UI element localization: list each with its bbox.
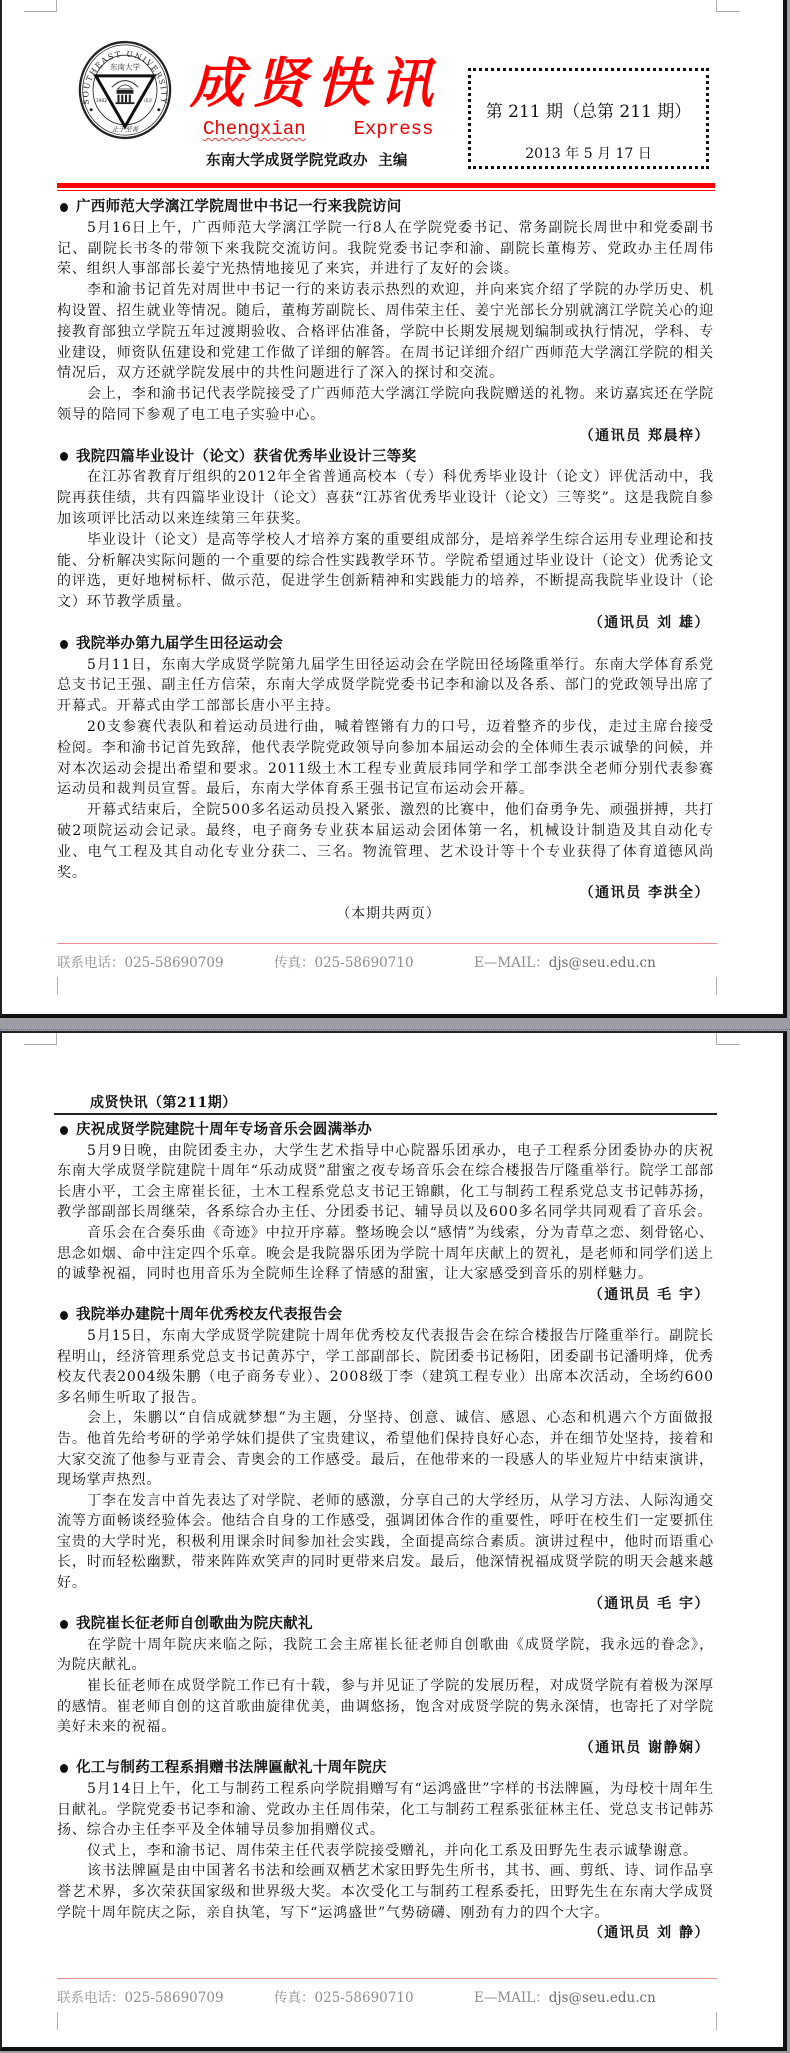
- article-title: 我院崔长征老师自创歌曲为院庆献礼: [76, 1616, 313, 1633]
- crop-mark: [716, 1033, 740, 1045]
- article-paragraph: 音乐会在合奏乐曲《奇迹》中拉开序幕。整场晚会以“感情”为线索，分为青草之恋、刻骨铭心、思念如烟、命中注定四个乐章。晚会是我院器乐团为学院十周年庆献上的贺礼，是老师和同学们送上的诚挚祝福，同时也用音乐为全院师生诠释了情感的甜蜜，让大家感受到音乐的别样魅力。: [57, 1224, 715, 1283]
- footer-fax: 传真：025-58690710: [274, 1990, 414, 2006]
- logo-year: 1902: [96, 99, 107, 105]
- article-paragraph: 5月9日晚，由院团委主办，大学生艺术指导中心院器乐团承办，电子工程系分团委协办的庆祝东南大学成贤学院建院十周年“乐动成贤”甜蜜之夜专场音乐会在综合楼报告厅隆重举行。院学工部部长唐小平，工会主席崔长征，土木工程系党总支书记王锦麒，化工与制药工程系党总支书记韩苏扬，教学部副部长周继荣，各系综合办主任、分团委书记、辅导员以及600多名同学共同观看了音乐会。: [57, 1142, 714, 1221]
- article-title: 广西师范大学漓江学院周世中书记一行来我院访问: [76, 199, 402, 215]
- bullet-icon: [60, 1126, 68, 1135]
- footer-phone: 联系电话：025-58690709: [57, 1990, 224, 2006]
- article-paragraph: 5月11日，东南大学成贤学院第九届学生田径运动会在学院田径场隆重举行。东南大学体育系党总支书记王强、副主任方信荣，东南大学成贤学院党委书记李和渝以及各系、部门的党政领导出席了开幕式。开幕式由学工部部长唐小平主持。: [57, 656, 714, 715]
- article-title: 我院四篇毕业设计（论文）获省优秀毕业设计三等奖: [76, 448, 417, 465]
- bullet-icon: [60, 640, 68, 649]
- crop-mark: [24, 0, 57, 12]
- document-page-1[interactable]: [0, 0, 787, 1018]
- article-heading: [57, 197, 714, 218]
- bullet-icon: [60, 1764, 68, 1773]
- crop-mark: [716, 0, 740, 12]
- issue-number: 第 211 期（总第 211 期）: [485, 102, 692, 122]
- footer-email: [474, 951, 656, 971]
- reporter-credit: （通讯员 毛 宇）: [588, 1595, 710, 1612]
- reporter-credit: （通讯员 刘 雄）: [588, 614, 710, 631]
- article-paragraph: 仪式上，李和渝书记、周伟荣主任代表学院接受赠礼，并向化工系及田野先生表示诚挚谢意。: [87, 1842, 698, 1859]
- logo-name: 东南大学: [109, 62, 141, 72]
- logo-city: 南京: [144, 99, 153, 105]
- article-heading: [57, 1614, 714, 1635]
- article-paragraph: 会上，朱鹏以“自信成就梦想”为主题，分坚持、创意、诚信、感恩、心态和机遇六个方面做报告。他首先给考研的学弟学妹们提供了宝贵建议，希望他们保持良好心态，并在细节处坚持，接着和大家交流了他参与亚青会、青奥会的工作感受。最后，在他带来的一段感人的毕业短片中结束演讲，现场掌声热烈。: [57, 1410, 714, 1489]
- bullet-icon: [60, 1311, 68, 1320]
- article: [57, 1120, 714, 1305]
- title-en-word-2: Express: [353, 118, 434, 140]
- masthead-rule-thin: [57, 190, 715, 191]
- article-paragraph: 开幕式结束后，全院500多名运动员投入紧张、激烈的比赛中，他们奋勇争先、顽强拼搏，共打破2项院运动会记录。最终，电子商务专业获本届运动会团体第一名，机械设计制造及其自动化专业、电气工程及其自动化专业分获二、三名。物流管理、艺术设计等十个专业获得了体育道德风尚奖。: [57, 802, 714, 881]
- footer-phone: 联系电话：025-58690709: [57, 955, 224, 971]
- article-title: 我院举办建院十周年优秀校友代表报告会: [76, 1307, 343, 1324]
- article-title: 我院举办第九届学生田径运动会: [76, 635, 284, 652]
- logo-motto: 止于至善: [111, 125, 139, 134]
- footer-rule: [57, 1978, 717, 1979]
- article: [57, 1305, 714, 1614]
- footer-email-label: E—MAIL：: [474, 1990, 549, 2006]
- article-heading: [57, 634, 714, 655]
- page-count-note: （本期共两页）: [336, 906, 441, 923]
- crop-mark: [24, 1033, 57, 1045]
- article: [57, 447, 714, 634]
- article-heading: [57, 1305, 714, 1326]
- article-paragraph: 在江苏省教育厅组织的2012年全省普通高校本（专）科优秀毕业设计（论文）评优活动中，我院再获佳绩，共有四篇毕业设计（论文）喜获“江苏省优秀毕业设计（论文）三等奖”。这是我院自参加该项评比活动以来连续第三年获奖。: [57, 469, 714, 527]
- newsletter-title-english: [203, 118, 433, 140]
- article: [57, 197, 714, 447]
- university-logo: [78, 40, 172, 140]
- page-break-separator: [0, 1029, 790, 1030]
- article-paragraph: 在学院十周年院庆来临之际，我院工会主席崔长征老师自创歌曲《成贤学院，我永远的眷念》，为院庆献礼。: [57, 1636, 714, 1674]
- footer-email-label: E—MAIL：: [474, 955, 549, 971]
- article-paragraph: 崔长征老师在成贤学院工作已有十载，参与并见证了学院的发展历程，对成贤学院有着极为深厚的感情。崔老师自创的这首歌曲旋律优美，曲调悠扬，饱含对成贤学院的隽永深情，也寄托了对学院美好未来的祝福。: [57, 1678, 714, 1736]
- editor-line: 东南大学成贤学院党政办 主编: [206, 153, 408, 169]
- reporter-credit: （通讯员 李洪全）: [579, 885, 710, 902]
- running-header: 成贤快讯（第211期）: [90, 1095, 237, 1111]
- article-paragraph: 5月15日，东南大学成贤学院建院十周年优秀校友代表报告会在综合楼报告厅隆重举行。副院长程明山，经济管理系党总支书记黄苏宁，学工部副部长、院团委书记杨阳，团委副书记潘明烽，优秀校友代表2004级朱鹏（电子商务专业）、2008级丁李（建筑工程专业）出席本次活动，全场约600多名师生听取了报告。: [57, 1327, 714, 1406]
- article-heading: [57, 1758, 714, 1779]
- article-paragraph: 毕业设计（论文）是高等学校人才培养方案的重要组成部分，是培养学生综合运用专业理论和技能、分析解决实际问题的一个重要的综合性实践教学环节。学院希望通过毕业设计（论文）优秀论文的评选，更好地树标杆、做示范，促进学生创新精神和实践能力的培养，不断提高我院毕业设计（论文）环节教学质量。: [57, 531, 714, 611]
- article-title: 庆祝成贤学院建院十周年专场音乐会圆满举办: [76, 1122, 372, 1138]
- article-title: 化工与制药工程系捐赠书法牌匾献礼十周年院庆: [76, 1760, 387, 1777]
- title-en-word-1: Chengxian: [203, 118, 306, 140]
- logo-ring-text: SOUTHEAST UNIVERSITY: [81, 49, 169, 106]
- article-paragraph: 5月16日上午，广西师范大学漓江学院一行8人在学院党委书记、常务副院长周世中和党委副书记、副院长书冬的带领下来我院交流访问。我院党委书记李和渝、副院长董梅芳、党政办主任周伟荣、组织人事部部长姜宁光热情地接见了来宾，并进行了友好的会谈。: [57, 219, 714, 278]
- masthead-rule: [57, 183, 715, 188]
- crop-mark: [716, 977, 717, 995]
- newsletter-title: 成贤快讯: [190, 51, 442, 115]
- footer-email-address: djs@seu.edu.cn: [548, 955, 656, 971]
- footer-email-address: djs@seu.edu.cn: [548, 1990, 656, 2006]
- article-heading: [57, 1120, 714, 1141]
- footer-email: [474, 1986, 656, 2006]
- bullet-icon: [60, 452, 68, 461]
- bullet-icon: [60, 203, 68, 212]
- article-paragraph: 李和渝书记首先对周世中书记一行的来访表示热烈的欢迎，并向来宾介绍了学院的办学历史、机构设置、招生就业等情况。随后，董梅芳副院长、周伟荣主任、姜宁光部长分别就漓江学院关心的迎接教育部独立学院五年过渡期验收、合格评估准备，学院中长期发展规划编制或执行情况，学科、专业建设，师资队伍建设和党建工作做了详细的解答。在周书记详细介绍广西师范大学漓江学院的相关情况后，双方还就学院发展中的共性问题进行了深入的探讨和交流。: [57, 282, 714, 382]
- article: [57, 1614, 714, 1758]
- bullet-icon: [60, 1620, 68, 1629]
- footer-fax: 传真：025-58690710: [274, 955, 414, 971]
- articles-page-2: [57, 1120, 714, 1944]
- article-heading: [57, 447, 714, 468]
- issue-box: [468, 68, 709, 169]
- article: [57, 634, 714, 904]
- footer-rule: [57, 943, 717, 944]
- crop-mark: [57, 977, 58, 995]
- document-page-2[interactable]: [0, 1031, 787, 2051]
- article-paragraph: 20支参赛代表队和着运动员进行曲，喊着铿锵有力的口号，迈着整齐的步伐，走过主席台接受检阅。李和渝书记首先致辞，他代表学院党政领导向参加本届运动会的全体师生表示诚挚的问候，并对本次运动会提出希望和要求。2011级土木工程专业黄辰玮同学和学工部李洪全老师分别代表参赛运动员和裁判员宣誓。最后，东南大学体育系王强书记宣布运动会开幕。: [57, 718, 714, 798]
- articles-page-1: [57, 197, 714, 925]
- article-paragraph: 丁李在发言中首先表达了对学院、老师的感激，分享自己的大学经历，从学习方法、人际沟通交流等方面畅谈经验体会。他结合自身的工作感受，强调团体合作的重要性，呼吁在校生们一定要抓住宝贵的大学时光，积极利用课余时间参加社会实践，全面提高综合素质。演讲过程中，他时而语重心长，时而轻松幽默，带来阵阵欢笑声的同时更带来启发。最后，他深情祝福成贤学院的明天会越来越好。: [57, 1492, 714, 1592]
- article-paragraph: 5月14日上午，化工与制药工程系向学院捐赠写有“运鸿盛世”字样的书法牌匾，为母校十周年生日献礼。学院党委书记李和渝、党政办主任周伟荣，化工与制药工程系张征林主任、党总支书记韩苏扬、综合办主任李平及全体辅导员参加捐赠仪式。: [57, 1781, 714, 1839]
- reporter-credit: （通讯员 毛 宇）: [588, 1286, 710, 1303]
- article: [57, 1758, 714, 1943]
- reporter-credit: （通讯员 谢静娴）: [579, 1739, 710, 1756]
- article-paragraph: 会上，李和渝书记代表学院接受了广西师范大学漓江学院向我院赠送的礼物。来访嘉宾还在学院领导的陪同下参观了电工电子实验中心。: [57, 386, 714, 423]
- crop-mark: [716, 2012, 717, 2030]
- article-paragraph: 该书法牌匾是由中国著名书法和绘画双栖艺术家田野先生所书，其书、画、剪纸、诗、词作品享誉艺术界，多次荣获国家级和世界级大奖。本次受化工与制药工程系委托，田野先生在东南大学成贤学院十周年院庆之际，亲自执笔，写下“运鸿盛世”气势磅礴、刚劲有力的四个大字。: [57, 1863, 714, 1921]
- issue-date: 2013 年 5 月 17 日: [525, 146, 652, 162]
- running-header-rule: [54, 1113, 717, 1115]
- crop-mark: [57, 2012, 58, 2030]
- reporter-credit: （通讯员 郑晨梓）: [579, 427, 710, 444]
- seal-icon: [78, 40, 172, 140]
- reporter-credit: （通讯员 刘 静）: [588, 1925, 710, 1942]
